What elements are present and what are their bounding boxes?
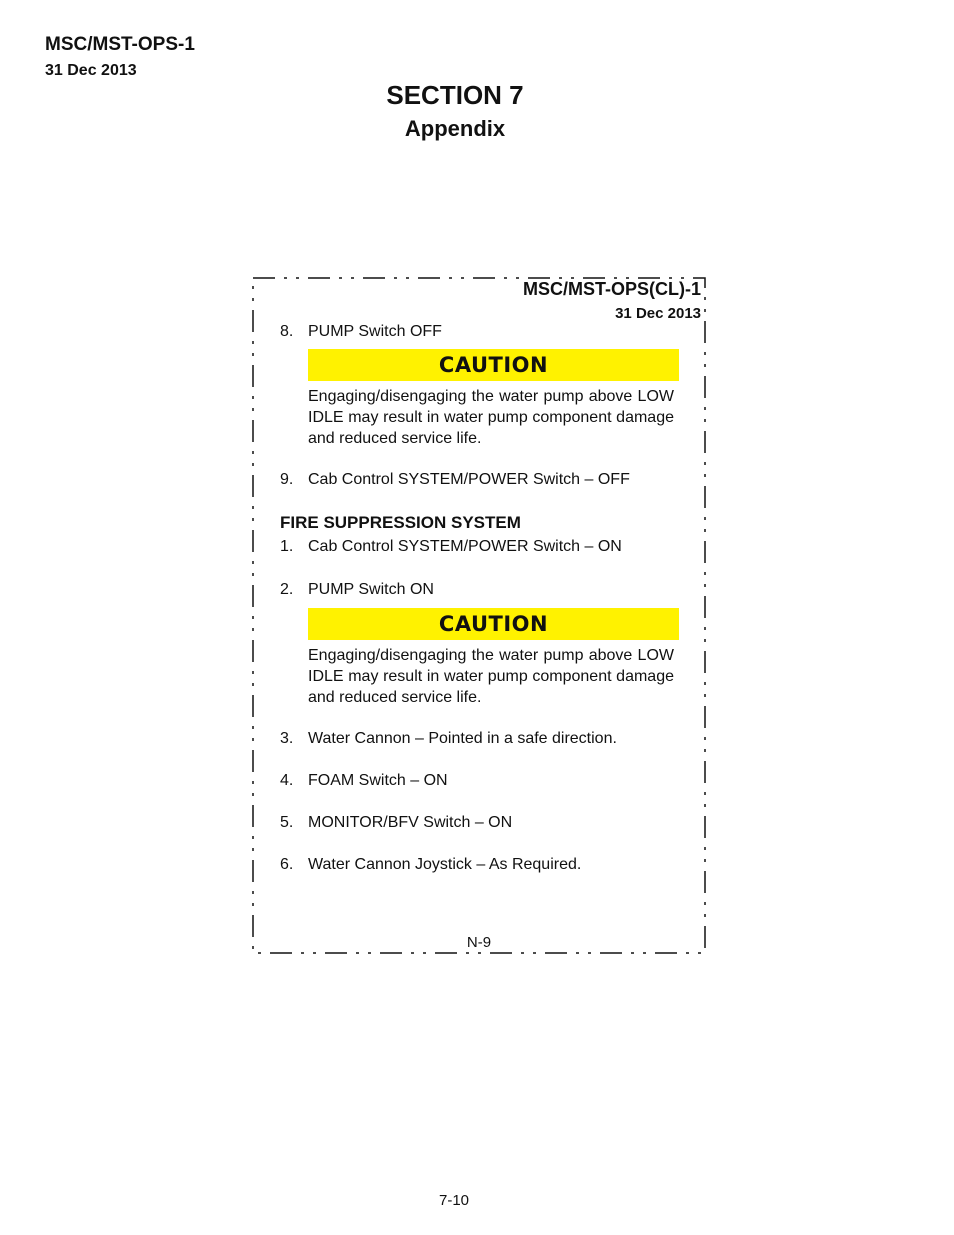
step-item <box>280 471 630 489</box>
caution-text: Engaging/disengaging the water pump above LOW IDLE may result in water pump component damage and reduced service life. <box>308 647 674 706</box>
step-number: 6. <box>280 856 294 873</box>
step-item <box>280 814 512 832</box>
step-text: Water Cannon Joystick – As Required. <box>308 856 582 873</box>
step-item <box>280 323 442 341</box>
step-text: PUMP Switch OFF <box>308 323 442 340</box>
card-date: 31 Dec 2013 <box>615 305 701 322</box>
checklist-card <box>252 277 706 954</box>
step-text: Water Cannon – Pointed in a safe direction. <box>308 730 617 747</box>
step-number: 2. <box>280 581 294 598</box>
step-text: Cab Control SYSTEM/POWER Switch – ON <box>308 538 622 555</box>
step-number: 9. <box>280 471 294 488</box>
step-number: 5. <box>280 814 294 831</box>
step-text: FOAM Switch – ON <box>308 772 448 789</box>
step-text: Cab Control SYSTEM/POWER Switch – OFF <box>308 471 630 488</box>
step-number: 1. <box>280 538 294 555</box>
step-item <box>280 772 448 790</box>
step-number: 3. <box>280 730 294 747</box>
section-title: SECTION 7 <box>386 80 524 110</box>
card-document-id: MSC/MST-OPS(CL)-1 <box>523 279 701 299</box>
fire-suppression-heading: FIRE SUPPRESSION SYSTEM <box>280 513 521 532</box>
step-item <box>280 538 622 556</box>
document-date: 31 Dec 2013 <box>45 62 137 79</box>
caution-banner: CAUTION <box>308 349 679 381</box>
step-number: 8. <box>280 323 294 340</box>
step-number: 4. <box>280 772 294 789</box>
step-item <box>280 856 581 874</box>
section-subtitle: Appendix <box>404 116 506 141</box>
step-item <box>280 730 617 748</box>
step-text: PUMP Switch ON <box>308 581 434 598</box>
step-item <box>280 581 434 599</box>
caution-banner: CAUTION <box>308 608 679 640</box>
card-page-label: N-9 <box>466 934 492 951</box>
page-number: 7-10 <box>438 1192 470 1209</box>
step-text: MONITOR/BFV Switch – ON <box>308 814 513 831</box>
caution-text: Engaging/disengaging the water pump above LOW IDLE may result in water pump component damage and reduced service life. <box>308 388 674 447</box>
document-id: MSC/MST-OPS-1 <box>45 34 195 55</box>
